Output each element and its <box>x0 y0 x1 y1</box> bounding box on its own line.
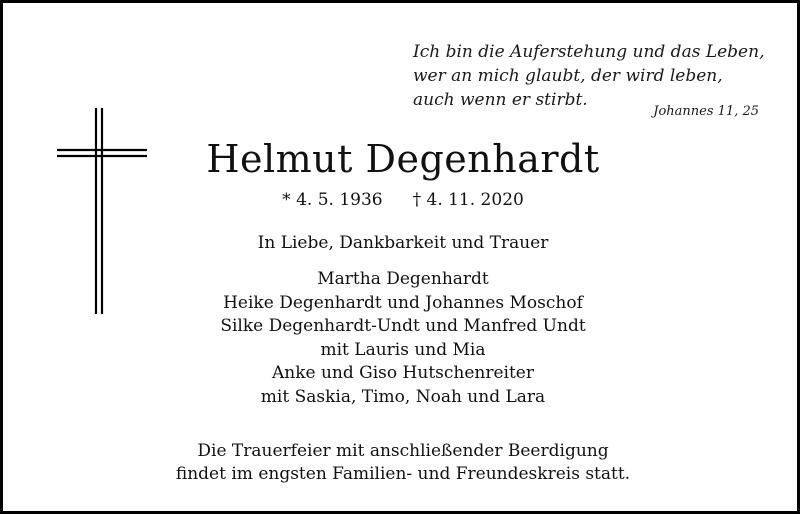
bible-quote <box>413 40 773 112</box>
quote-line: auch wenn er stirbt. <box>413 90 588 110</box>
mourner-line: Silke Degenhardt-Undt und Manfred Undt <box>220 316 586 336</box>
quote-reference: Johannes 11, 25 <box>653 104 759 119</box>
deceased-name: Helmut Degenhardt <box>206 137 600 181</box>
birth-date: * 4. 5. 1936 <box>282 190 383 210</box>
funeral-notice <box>3 440 800 486</box>
quote-line: Ich bin die Auferstehung und das Leben, <box>413 42 765 62</box>
notice-line: findet im engsten Familien- und Freundeskreis statt. <box>175 464 631 484</box>
mourner-line: Anke und Giso Hutschenreiter <box>271 363 534 383</box>
mourner-line: mit Lauris und Mia <box>320 339 486 360</box>
life-dates <box>3 189 800 211</box>
mourner-line: Heike Degenhardt und Johannes Moschof <box>223 292 583 313</box>
mourner-line: mit Saskia, Timo, Noah und Lara <box>260 386 546 407</box>
notice-line: Die Trauerfeier mit anschließender Beerdigung <box>197 441 609 461</box>
mourner-line: Martha Degenhardt <box>317 269 489 289</box>
death-date: † 4. 11. 2020 <box>412 190 524 210</box>
mourners-list <box>3 268 800 409</box>
mourning-phrase: In Liebe, Dankbarkeit und Trauer <box>257 233 549 253</box>
quote-line: wer an mich glaubt, der wird leben, <box>413 66 723 86</box>
